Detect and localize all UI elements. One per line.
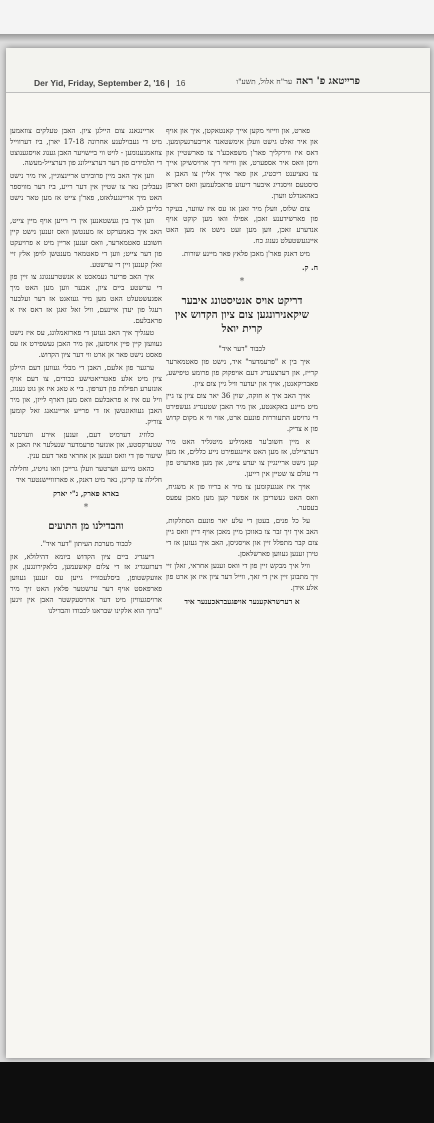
paragraph: אריינגאנג צום היילגן ציון. האבן טעלקים צוזאמען מיט די געבוילענע אחרונה 17-18 יארן, ביז דערווייל צוזאמגענומען - לויט ווי ביישויער האבן גענוג אויסגענוצט די תלמידים פון דער דערציילונג פון דערצייל-מעשה. bbox=[10, 126, 162, 168]
section-header bbox=[236, 76, 360, 87]
paragraph: א מיין חשוב'ער פאמיליע מיטגליד האט מיר דערציילט, אז מען האט איינגעפירט נייע כללים, אז מען קען נישט אריינגיין צו יעדע צייט, און מען פאדערט פון די עולם צו שטיין אין רייען. bbox=[166, 436, 318, 478]
toolbar-shadow bbox=[0, 34, 434, 42]
bottom-bar bbox=[0, 1062, 434, 1123]
separator-star: * bbox=[239, 277, 245, 288]
page-number: 16 bbox=[175, 78, 186, 88]
paragraph: ווען איך בין געשטאנען אין די רייען אויף מיין צייט, האב איך באמערקט אז מענטשן וואס זענען נישט קיין חשובע סאטמארער, וואס זענען אריין מיט א פרויעקט פון דער צייט; ווען די סאטמאר מענטשן לויפן אלץ זיי זאלן קענען זיין די ערשטע. bbox=[10, 216, 162, 269]
letter-greeting: לכבוד מערכת העיתון "דער איד". bbox=[40, 538, 132, 548]
paragraph: פארט, און ווייזוי מקען אייך קאנטאקטן, איך און אויף און איר זאלט גישט וועלן אימשטאנד אריבערגעקומען. דאס איז ווירקליך פאר'ן משפאכע'ר צו פארשטיין און וויסן וואס איר אספערט, און ווייזוי דיך ארויסשיקן אייך צו נאציענט ריכטיג, און פאר אייך אליין צו האבן א סיסטעם וויסנדיג איבער דיעזע פראבלעמען וואס דארפן באהאנדלט ווערן. bbox=[166, 126, 318, 200]
letter-headline: דריקט אויס אנטיסטונג איבער שיקאנירונגען צום ציון הקדוש אין קרית יואל bbox=[174, 295, 310, 336]
paragraph: מיט דאנק פאר'ן מאכן פלאץ פאר מיינע שורות. bbox=[181, 248, 310, 258]
paragraph: צום שלוס, וועלן מיר זאגן אז עס איז שווער, בעיקר פון פארשידענע זאכן, אפילו וואו מען קוקט אויף אנדערע זאכן, ווען מען זעט נישט אז מען האט איינגעשטעלט גענוג כח. bbox=[166, 203, 318, 245]
paragraph: דיעגדיג ביים ציון הקדוש ביומא דהילולא, און דערזעגדיג אז די צלום קאשעמען, בלאקירונגען, און אוועקשטופן, ביסלעכווייז גייען עס זענען געווען פארפאסט אויף דער ערשטער פלאץ האט זיך מיר ארויסגעוויזן מיט דער ארויסעקשטר האבן אין זינען "ברוך הוא אלקינו שבראנו לכבודו והבדילנו bbox=[10, 551, 162, 615]
paragraph: אויך איז אנגעקומען צו מיר א בריוו פון א משגיח, וואס האט געשריבן אז אפשר קען מען מאכן עפעס בעסער. bbox=[166, 481, 318, 513]
right-column bbox=[166, 126, 318, 608]
paragraph: על כל פנים, בעטן די עלע יאר פונעם הסתלקות, האב איך זיך זבר צו באזוכן מיין מאכן אויף דיין וואס גיין צום קבר מתפלל זיין און אויסגיסן, האב איך געזען אז די טירן זענען געווען פארשלאסן. bbox=[166, 516, 318, 558]
paragraph: איך בין א "פרעמדער" איד, נישט פון סאטמארער קרייז, און דערצענדיג דעם אויפקוק פון פרומע טיפישע, פאבריקאנטן, אויך און יעדער וויל גיין צום ציון. bbox=[166, 356, 318, 388]
letter-headline: והבדילנו מן התועים bbox=[48, 521, 124, 533]
signature-location: בארא פארק, נ"י יארק bbox=[53, 488, 119, 498]
signature: ח. ק. bbox=[301, 262, 318, 272]
separator-star: * bbox=[83, 503, 89, 514]
section-title: פרייטאג פ' ראה bbox=[296, 76, 360, 87]
top-toolbar bbox=[0, 0, 434, 34]
publication-line bbox=[34, 78, 185, 88]
hebrew-date: ער"ח אלול, תשע"ו bbox=[236, 77, 293, 86]
left-column bbox=[10, 126, 162, 618]
header-separator: | bbox=[167, 78, 172, 88]
letter-greeting: לכבוד "דער איד" bbox=[218, 344, 266, 354]
paragraph: כהאט מיינע ווערטער וועלן גרייכן וואו נויטיג, וחלילה חלילה צו קריגן, נאר מיט דאנק, א פארזוויישנטער איד bbox=[10, 463, 162, 484]
paragraph: כלוזיג דערמיט דעם, זענען אירע ווערטער שטערקסטע, און אונזער פרעמדער שנעלער איז האבן א שיעור פון די וואס זענען אן אחראי פאר דעם ענין. bbox=[10, 429, 162, 461]
page-header bbox=[6, 48, 430, 93]
publication-name: Der Yid, Friday, September 2, '16 bbox=[34, 78, 165, 88]
paragraph: וויל איך מבקש זיין פון די וואס זענען אחראי, זאלן זיי זיך מתבונן זיין אין די זאך, ווייל דער ציון איז אן ארט פון אלע אידן. bbox=[166, 561, 318, 592]
signature: א דערשראקענער אויפגעבראכענער איד bbox=[184, 596, 300, 606]
paragraph: ווען איך האב מיין פרובירט אריינצוגיין, איז מיר נישט געבליבן נאר צו שטיין אין דער רייע, ביז דער מוויספר האט מיך אריינגעלאזט, פאר'ן צייט אז מען טאר נישט בלייבן לאנג. bbox=[10, 171, 162, 213]
paragraph: ערגער פון אלעם, האבן די מבלי געווען דעם היילגן ציון מיט אלע פאטריאטישע כבודים, צו דעם אויף אונזערע תפילות פון דערפון. ביי א טאג איז אן גוט גענוג, וויל עס איז א פראבלעם וואס מען דארף לייזן, און מיר האבן געוואונטשן אז די פרייע אריינגאנג זאל קומען צוריק. bbox=[10, 362, 162, 426]
newspaper-page bbox=[6, 48, 430, 1058]
paragraph: אויך האב איך א חזקה, שוין 36 יאר צום ציון צו גיין מיט מיינע באקאנטע, און מיר האבן שטענדיג געשפירט די גרויסע התעוררות פונעם ארט, אזוי ווי א מקום קדוש פון א צדיק. bbox=[166, 391, 318, 433]
paragraph: טעגליך איך האב געזען די פארזאמלונג, עס איז נישט געוועזן קיין פיין אויסזען, און מיר האבן געשפירט אז עס פאסט נישט פאר אן ארט ווי דער ציון הקדוש. bbox=[10, 328, 162, 359]
paragraph: איך האב פריער געמאכט א אנשטרענגונג צו זיין פון די ערשטע ביים ציון, אבער ווען מען האט מיך אפגעשטעלט האט מען מיר געזאגט אז דער זעלבער רעגל פון יעדן איינעם, וויל זאל זאגן אז דאס איז א פראבלעם. bbox=[10, 272, 162, 325]
